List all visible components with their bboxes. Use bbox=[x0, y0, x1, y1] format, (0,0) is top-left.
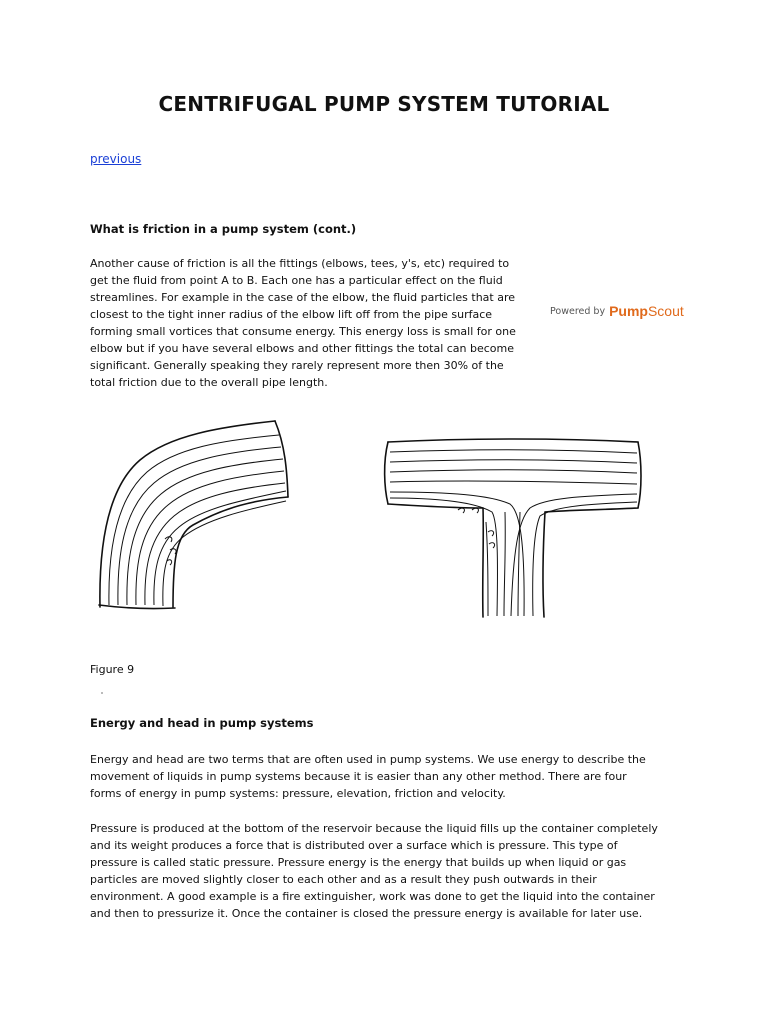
text-line: and then to pressurize it. Once the container is closed the pressure energy is available for later use. bbox=[90, 907, 643, 920]
text-line: significant. Generally speaking they rarely represent more then 30% of the bbox=[90, 359, 504, 372]
text-line: particles are moved slightly closer to each other and as a result they push outwards in their bbox=[90, 873, 597, 886]
powered-by-text: Powered by bbox=[550, 305, 606, 317]
previous-link[interactable]: previous bbox=[90, 152, 142, 166]
pumpscout-ad[interactable] bbox=[550, 303, 684, 319]
text-line: get the fluid from point A to B. Each one has a particular effect on the fluid bbox=[90, 274, 503, 287]
pumpscout-logo: PumpScout bbox=[609, 303, 684, 319]
text-line: environment. A good example is a fire extinguisher, work was done to get the liquid into the container bbox=[90, 890, 655, 903]
page-title: CENTRIFUGAL PUMP SYSTEM TUTORIAL bbox=[158, 92, 610, 116]
text-line: forms of energy in pump systems: pressure, elevation, friction and velocity. bbox=[90, 787, 506, 800]
section-heading-energy: Energy and head in pump systems bbox=[90, 716, 314, 730]
text-line: Another cause of friction is all the fittings (elbows, tees, y's, etc) required to bbox=[90, 257, 510, 270]
text-line: streamlines. For example in the case of the elbow, the fluid particles that are bbox=[90, 291, 516, 304]
text-line: Pressure is produced at the bottom of the reservoir because the liquid fills up the container completely bbox=[90, 822, 658, 835]
stray-dot bbox=[101, 692, 103, 694]
text-line: elbow but if you have several elbows and other fittings the total can become bbox=[90, 342, 515, 355]
text-line: pressure is called static pressure. Pressure energy is the energy that builds up when liquid or gas bbox=[90, 856, 627, 869]
energy-paragraph-1 bbox=[90, 751, 690, 802]
section-heading-friction: What is friction in a pump system (cont.) bbox=[90, 222, 357, 236]
energy-paragraph-2 bbox=[90, 820, 690, 922]
text-line: movement of liquids in pump systems because it is easier than any other method. There are four bbox=[90, 770, 627, 783]
figure-caption: Figure 9 bbox=[90, 663, 135, 676]
text-line: closest to the tight inner radius of the elbow lift off from the pipe surface bbox=[90, 308, 493, 321]
tee-flow-drawing bbox=[380, 432, 650, 624]
elbow-flow-drawing bbox=[95, 415, 295, 615]
text-line: and its weight produces a force that is distributed over a surface which is pressure. This type of bbox=[90, 839, 618, 852]
text-line: Energy and head are two terms that are often used in pump systems. We use energy to describe the bbox=[90, 753, 646, 766]
text-line: total friction due to the overall pipe length. bbox=[90, 376, 328, 389]
text-line: forming small vortices that consume energy. This energy loss is small for one bbox=[90, 325, 516, 338]
friction-paragraph bbox=[90, 255, 540, 391]
